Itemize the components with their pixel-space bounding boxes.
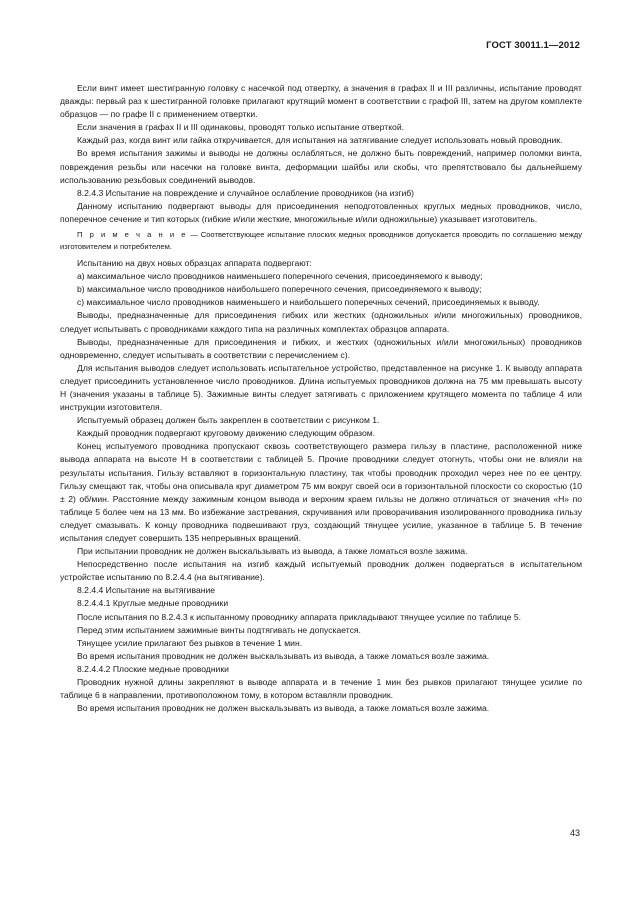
paragraph: Тянущее усилие прилагают без рывков в течение 1 мин. (77, 637, 303, 648)
list-item: a) максимальное число проводников наименьшего поперечного сечения, присоединяемого к выводу; (77, 271, 483, 282)
list-item: b) максимальное число проводников наибольшего поперечного сечения, присоединяемого к выводу; (77, 284, 482, 295)
list-item: c) максимальное число проводников наименьшего и наибольшего поперечных сечений, присоединяемых к выводу. (77, 297, 540, 308)
note-label: П р и м е ч а н и е (77, 230, 188, 240)
paragraph: Конец испытуемого проводника пропускают сквозь соответствующего размера гильзу в пластине, расположенной ниже вывода аппарата на высоте Н в соответствии с таблицей 5. Прочие проводники следует отогнуть, чтобы они не влияли на результаты испытания. Гильзу вставляют в горизонтальную пластину, так чтобы проводник проходил через нее по ее центру. Гильзу смещают так, чтобы она описывала круг диаметром 75 мм вокруг своей оси в горизонтальной плоскости со скоростью (10 ± 2) об/мин. Расстояние между зажимным концом вывода и верхним краем гильзы не должно отличаться от значения «Н» по таблице 5 более чем на 13 мм. Во избежание застревания, скручивания или проворачивания изолированного проводника гильзу следует смазывать. К концу проводника подвешивают груз, создающий тянущее усилие, указанное в таблице 5. В течение испытания следует совершить 135 непрерывных вращений. (60, 441, 582, 543)
subsection-heading: 8.2.4.4.1 Круглые медные проводники (77, 598, 229, 609)
paragraph: Перед этим испытанием зажимные винты подтягивать не допускается. (77, 624, 361, 635)
paragraph: Если винт имеет шестигранную головку с насечкой под отвертку, а значения в графах II и III различны, испытание проводят дважды: первый раз к шестигранной головке прилагают крутящий момент в соответствии с графой III, затем на другом комплекте образцов — по графе II с применением отвертки. (60, 83, 582, 120)
paragraph: Для испытания выводов следует использовать испытательное устройство, представленное на рисунке 1. К выводу аппарата следует присоединить установленное число проводников. Длина испытуемых проводников должна на 75 мм превышать высоту Н (значения указаны в таблице 5). Зажимные винты следует затягивать с приложением крутящего момента по таблице 4 или инструкции изготовителя. (60, 362, 582, 413)
paragraph: Каждый проводник подвергают круговому движению следующим образом. (77, 428, 376, 439)
paragraph: Во время испытания проводник не должен выскальзывать из вывода, а также ломаться возле зажима. (77, 650, 490, 661)
paragraph: Непосредственно после испытания на изгиб каждый испытуемый проводник должен подвергаться в испытательном устройстве испытанию по 8.2.4.4 (на вытягивание). (60, 559, 582, 583)
paragraph: Выводы, предназначенные для присоединения гибких или жестких (одножильных и/или многожильных) проводников, следует испытывать с проводниками каждого типа на различных комплектах образцов аппарата. (60, 310, 582, 334)
paragraph: Испытанию на двух новых образцах аппарата подвергают: (77, 258, 312, 269)
paragraph: Во время испытания зажимы и выводы не должны ослабляться, не должно быть повреждений, например поломки винта, повреждения резьбы или насечки на головке винта, деформации шайбы или скобы, что препятствовало бы дальнейшему использованию резьбовых соединений выводов. (60, 148, 582, 185)
paragraph: Данному испытанию подвергают выводы для присоединения неподготовленных круглых медных проводников, число, поперечное сечение и тип которых (гибкие и/или жесткие, многожильные и/или одножильные) указывает изготовитель. (60, 200, 582, 224)
paragraph: Проводник нужной длины закрепляют в выводе аппарата и в течение 1 мин без рывков прилагают тянущее усилие по таблице 6 в направлении, противоположном тому, в котором вставляли проводник. (60, 677, 582, 701)
paragraph: Испытуемый образец должен быть закреплен в соответствии с рисунком 1. (77, 415, 380, 426)
subsection-heading: 8.2.4.4.2 Плоские медные проводники (77, 663, 229, 674)
document-body (60, 82, 582, 715)
note-text: — Соответствующее испытание плоских медных проводников допускается проводить по соглашению между изготовителем и потребителем. (60, 230, 583, 252)
paragraph: Каждый раз, когда винт или гайка откручивается, для испытания на затягивание следует использовать новый проводник. (77, 135, 563, 146)
paragraph: При испытании проводник не должен выскальзывать из вывода, а также ломаться возле зажима. (77, 546, 468, 557)
note (60, 229, 582, 253)
section-heading: 8.2.4.3 Испытание на повреждение и случайное ослабление проводников (на изгиб) (77, 187, 415, 198)
paragraph: Во время испытания проводник не должен выскальзывать из вывода, а также ломаться возле зажима. (77, 703, 490, 714)
paragraph: Если значения в графах II и III одинаковы, проводят только испытание отверткой. (77, 122, 405, 133)
page-number: 43 (569, 828, 580, 838)
section-heading: 8.2.4.4 Испытание на вытягивание (77, 585, 216, 596)
standard-code-header: ГОСТ 30011.1—2012 (486, 40, 580, 51)
paragraph: После испытания по 8.2.4.3 к испытанному проводнику аппарата прикладывают тянущее усилие по таблице 5. (77, 611, 522, 622)
paragraph: Выводы, предназначенные для присоединения и гибких, и жестких (одножильных и/или многожильных) проводников одновременно, следует испытывать в соответствии с перечислением с). (60, 336, 582, 360)
